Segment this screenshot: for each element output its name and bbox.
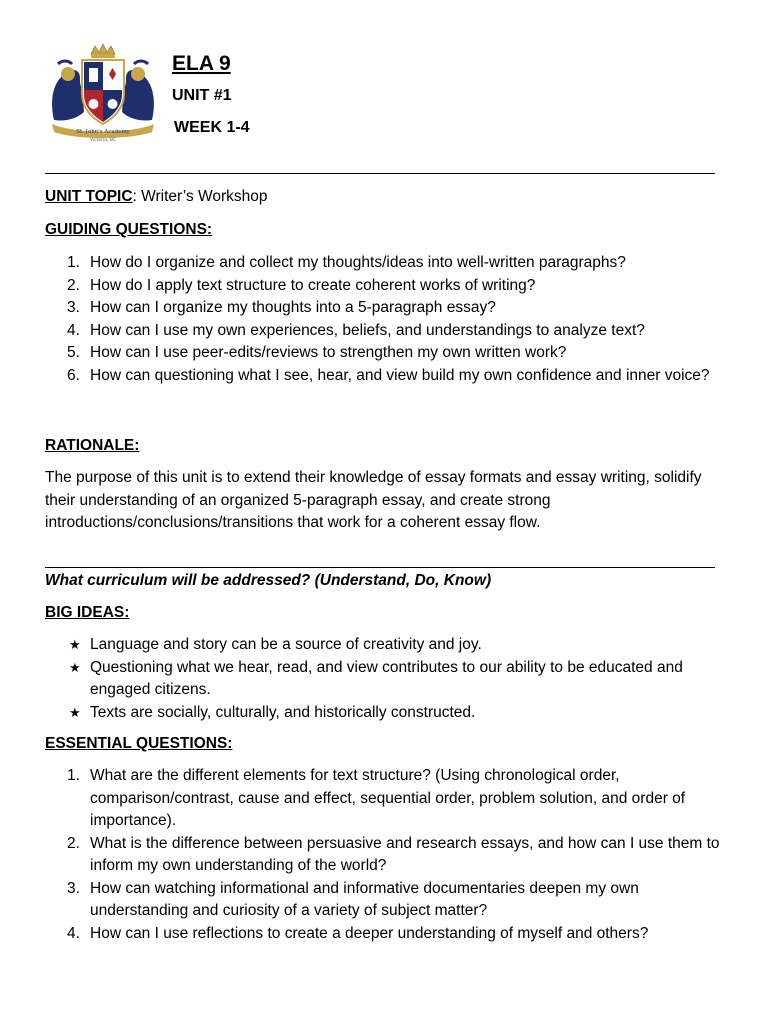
list-item <box>45 657 728 702</box>
list-item <box>45 634 728 657</box>
list-item: 4. How can I use reflections to create a deeper understanding of myself and others? <box>67 924 649 942</box>
rationale-text: The purpose of this unit is to extend their knowledge of essay formats and essay writing, solidify their understanding of an organized 5-paragraph essay, and create strong introductions/conclusions/transitions that work for a coherent essay flow. <box>45 469 702 531</box>
list-item-text: Questioning what we hear, read, and view contributes to our ability to be educated and engaged citizens. <box>90 658 683 698</box>
divider-rule-middle <box>45 567 715 568</box>
list-item: 4. How can I use my own experiences, beliefs, and understandings to analyze text? <box>67 321 645 339</box>
list-item-text: How do I apply text structure to create coherent works of writing? <box>90 276 536 294</box>
section-heading: RATIONALE: <box>45 437 140 454</box>
course-title: ELA 9 <box>172 52 231 75</box>
essential-questions-list <box>45 765 728 945</box>
list-item: 6. How can questioning what I see, hear, and view build my own confidence and inner voice? <box>67 366 710 384</box>
list-item-text: Texts are socially, culturally, and historically constructed. <box>90 703 476 721</box>
crest-sub-text: Victoria, BC <box>89 138 117 142</box>
list-item-text: How can I use peer-edits/reviews to strengthen my own written work? <box>90 344 567 361</box>
list-item: 3. How can I organize my thoughts into a 5-paragraph essay? <box>67 299 496 316</box>
list-item-text: How can I use my own experiences, beliefs, and understandings to analyze text? <box>90 321 645 339</box>
list-item-text: How can I use reflections to create a deeper understanding of myself and others? <box>90 924 649 942</box>
star-bullet-icon: ★ <box>69 659 81 675</box>
title-block <box>172 52 250 138</box>
essential-questions-heading <box>45 733 728 756</box>
big-ideas-list <box>45 634 728 724</box>
list-item-text: How can watching informational and informative documentaries deepen my own understanding and curiosity of a variety of subject matter? <box>90 879 639 919</box>
guiding-questions-list <box>45 252 728 387</box>
section-heading: BIG IDEAS: <box>45 604 130 621</box>
unit-topic <box>45 186 728 209</box>
list-item-text: Language and story can be a source of creativity and joy. <box>90 636 482 653</box>
list-item-text: How can questioning what I see, hear, and view build my own confidence and inner voice? <box>90 366 710 384</box>
star-bullet-icon: ★ <box>69 704 81 720</box>
unit-topic-value: : Writer’s Workshop <box>132 188 268 205</box>
list-item-text: What is the difference between persuasive and research essays, and how can I use them to inform my own understanding of the world? <box>90 834 720 874</box>
list-item-text: How can I organize my thoughts into a 5-paragraph essay? <box>90 299 496 316</box>
list-item: 5. How can I use peer-edits/reviews to strengthen my own written work? <box>67 344 567 361</box>
school-crest-logo <box>44 42 162 142</box>
guiding-questions-heading <box>45 219 728 242</box>
week-range: WEEK 1-4 <box>174 119 250 136</box>
list-item: 3. How can watching informational and informative documentaries deepen my own understanding and curiosity of a variety of subject matter? <box>67 879 639 919</box>
curriculum-question: What curriculum will be addressed? (Understand, Do, Know) <box>45 572 492 589</box>
list-item: 1. How do I organize and collect my thoughts/ideas into well-written paragraphs? <box>67 254 626 271</box>
list-item-text: How do I organize and collect my thoughts/ideas into well-written paragraphs? <box>90 254 626 271</box>
list-item: 2. What is the difference between persuasive and research essays, and how can I use them to inform my own understanding of the world? <box>67 834 720 874</box>
star-bullet-icon: ★ <box>69 637 81 652</box>
rationale-heading <box>45 435 728 458</box>
big-ideas-heading <box>45 602 728 625</box>
list-item <box>45 702 728 725</box>
list-item: 2. How do I apply text structure to create coherent works of writing? <box>67 276 536 294</box>
crest-ribbon-text: St. John's Academy <box>76 129 130 135</box>
section-heading: ESSENTIAL QUESTIONS: <box>45 735 233 752</box>
unit-topic-label: UNIT TOPIC <box>45 188 133 205</box>
list-item-text: What are the different elements for text structure? (Using chronological order, comparison/contrast, cause and effect, sequential order, problem solution, and order of importance). <box>90 767 686 829</box>
unit-number: UNIT #1 <box>172 87 232 104</box>
divider-rule-top <box>45 173 715 174</box>
section-heading: GUIDING QUESTIONS: <box>45 221 213 238</box>
list-item: 1. What are the different elements for text structure? (Using chronological order, comparison/contrast, cause and effect, sequential order, problem solution, and order of importance). <box>67 767 686 829</box>
